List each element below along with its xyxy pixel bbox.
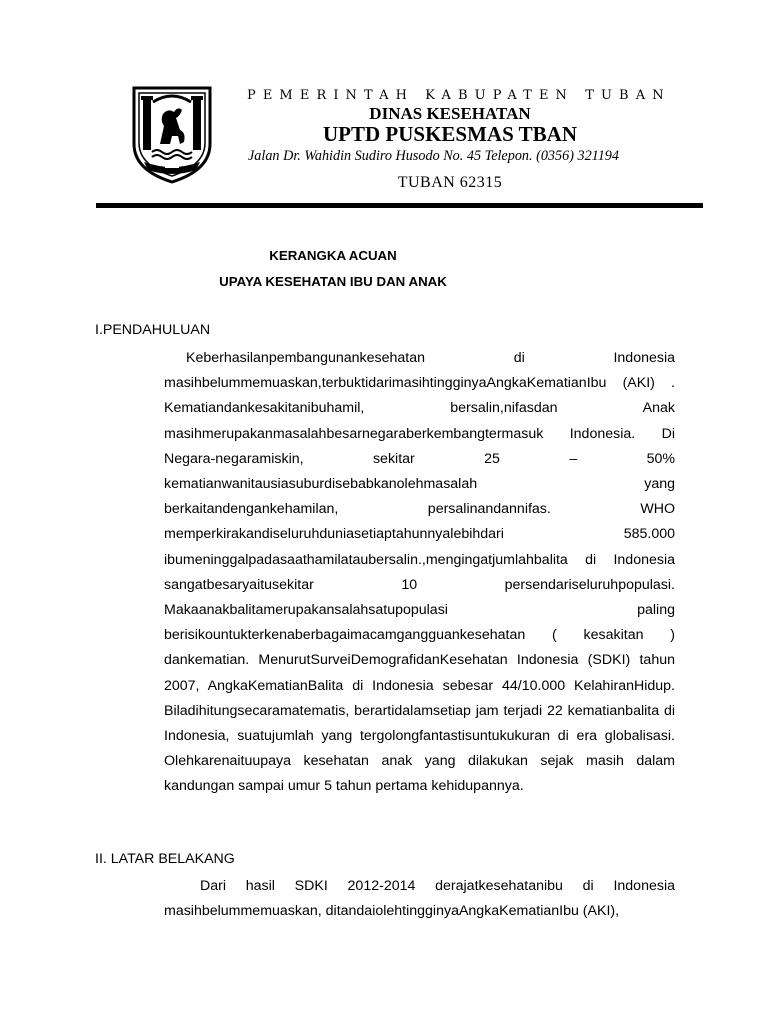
paragraph-latar-belakang: Dari hasil SDKI 2012-2014 derajatkesehatanibu di Indonesia masihbelummemuaskan, ditandaiolehtingginyaAngkaKematianIbu (AKI), xyxy=(164,878,675,920)
document-title: KERANGKA ACUAN xyxy=(269,248,397,263)
section-heading-latar-belakang: II. LATAR BELAKANG xyxy=(95,851,235,867)
kop-puskesmas: UPTD PUSKESMAS TBAN xyxy=(323,122,577,146)
paragraph-pendahuluan: Keberhasilanpembangunankesehatan di Indonesia masihbelummemuaskan,terbuktidarimasihtingginyaAngkaKematianIbu (AKI) . Kematiandankesakitanibuhamil, bersalin,nifasdan Anak masihmerupakanmasalahbesarnegaraberkembangtermasuk Indonesia. Di Negara-negaramiskin, sekitar 25 – 50% kematianwanitausiasuburdisebabkanolehmasalah yang berkaitandengankehamilan, persalinandannifas. WHO memperkirakandiseluruhduniasetiaptahunnyalebihdari 585.000 ibumeninggalpadasaathamilataubersalin.,mengingatjumlahbalita di Indonesia sangatbesaryaitusekitar 10 persendariseluruhpopulasi. Makaanakbalitamerupakansalahsatupopulasi paling berisikountukterkenaberbagaimacamgangguankesehatan ( kesakitan ) dankematian. MenurutSurveiDemografidanKesehatan Indonesia (SDKI) tahun 2007, AngkaKematianBalita di Indonesia sebesar 44/10.000 KelahiranHidup. Biladihitungsecaramatematis, berartidalamsetiap jam terjadi 22 kematianbalita di Indonesia, suatujumlah yang tergolongfantastisuntukukuran di era globalisasi. Olehkarenaituupaya kesehatan anak yang dilakukan sejak masih dalam kandungan sampai umur 5 tahun pertama kehidupannya. xyxy=(164,350,675,795)
kop-kota: TUBAN 62315 xyxy=(397,174,503,191)
kop-dinas: DINAS KESEHATAN xyxy=(369,104,531,123)
kop-pemerintah: PEMERINTAH KABUPATEN TUBAN xyxy=(247,88,671,103)
section-heading-pendahuluan: I.PENDAHULUAN xyxy=(95,322,211,338)
kabupaten-tuban-crest-icon xyxy=(130,86,214,184)
document-subtitle: UPAYA KESEHATAN IBU DAN ANAK xyxy=(219,274,447,289)
kop-alamat: Jalan Dr. Wahidin Sudiro Husodo No. 45 Telepon. (0356) 321194 xyxy=(248,148,619,164)
kop-divider xyxy=(96,203,703,208)
